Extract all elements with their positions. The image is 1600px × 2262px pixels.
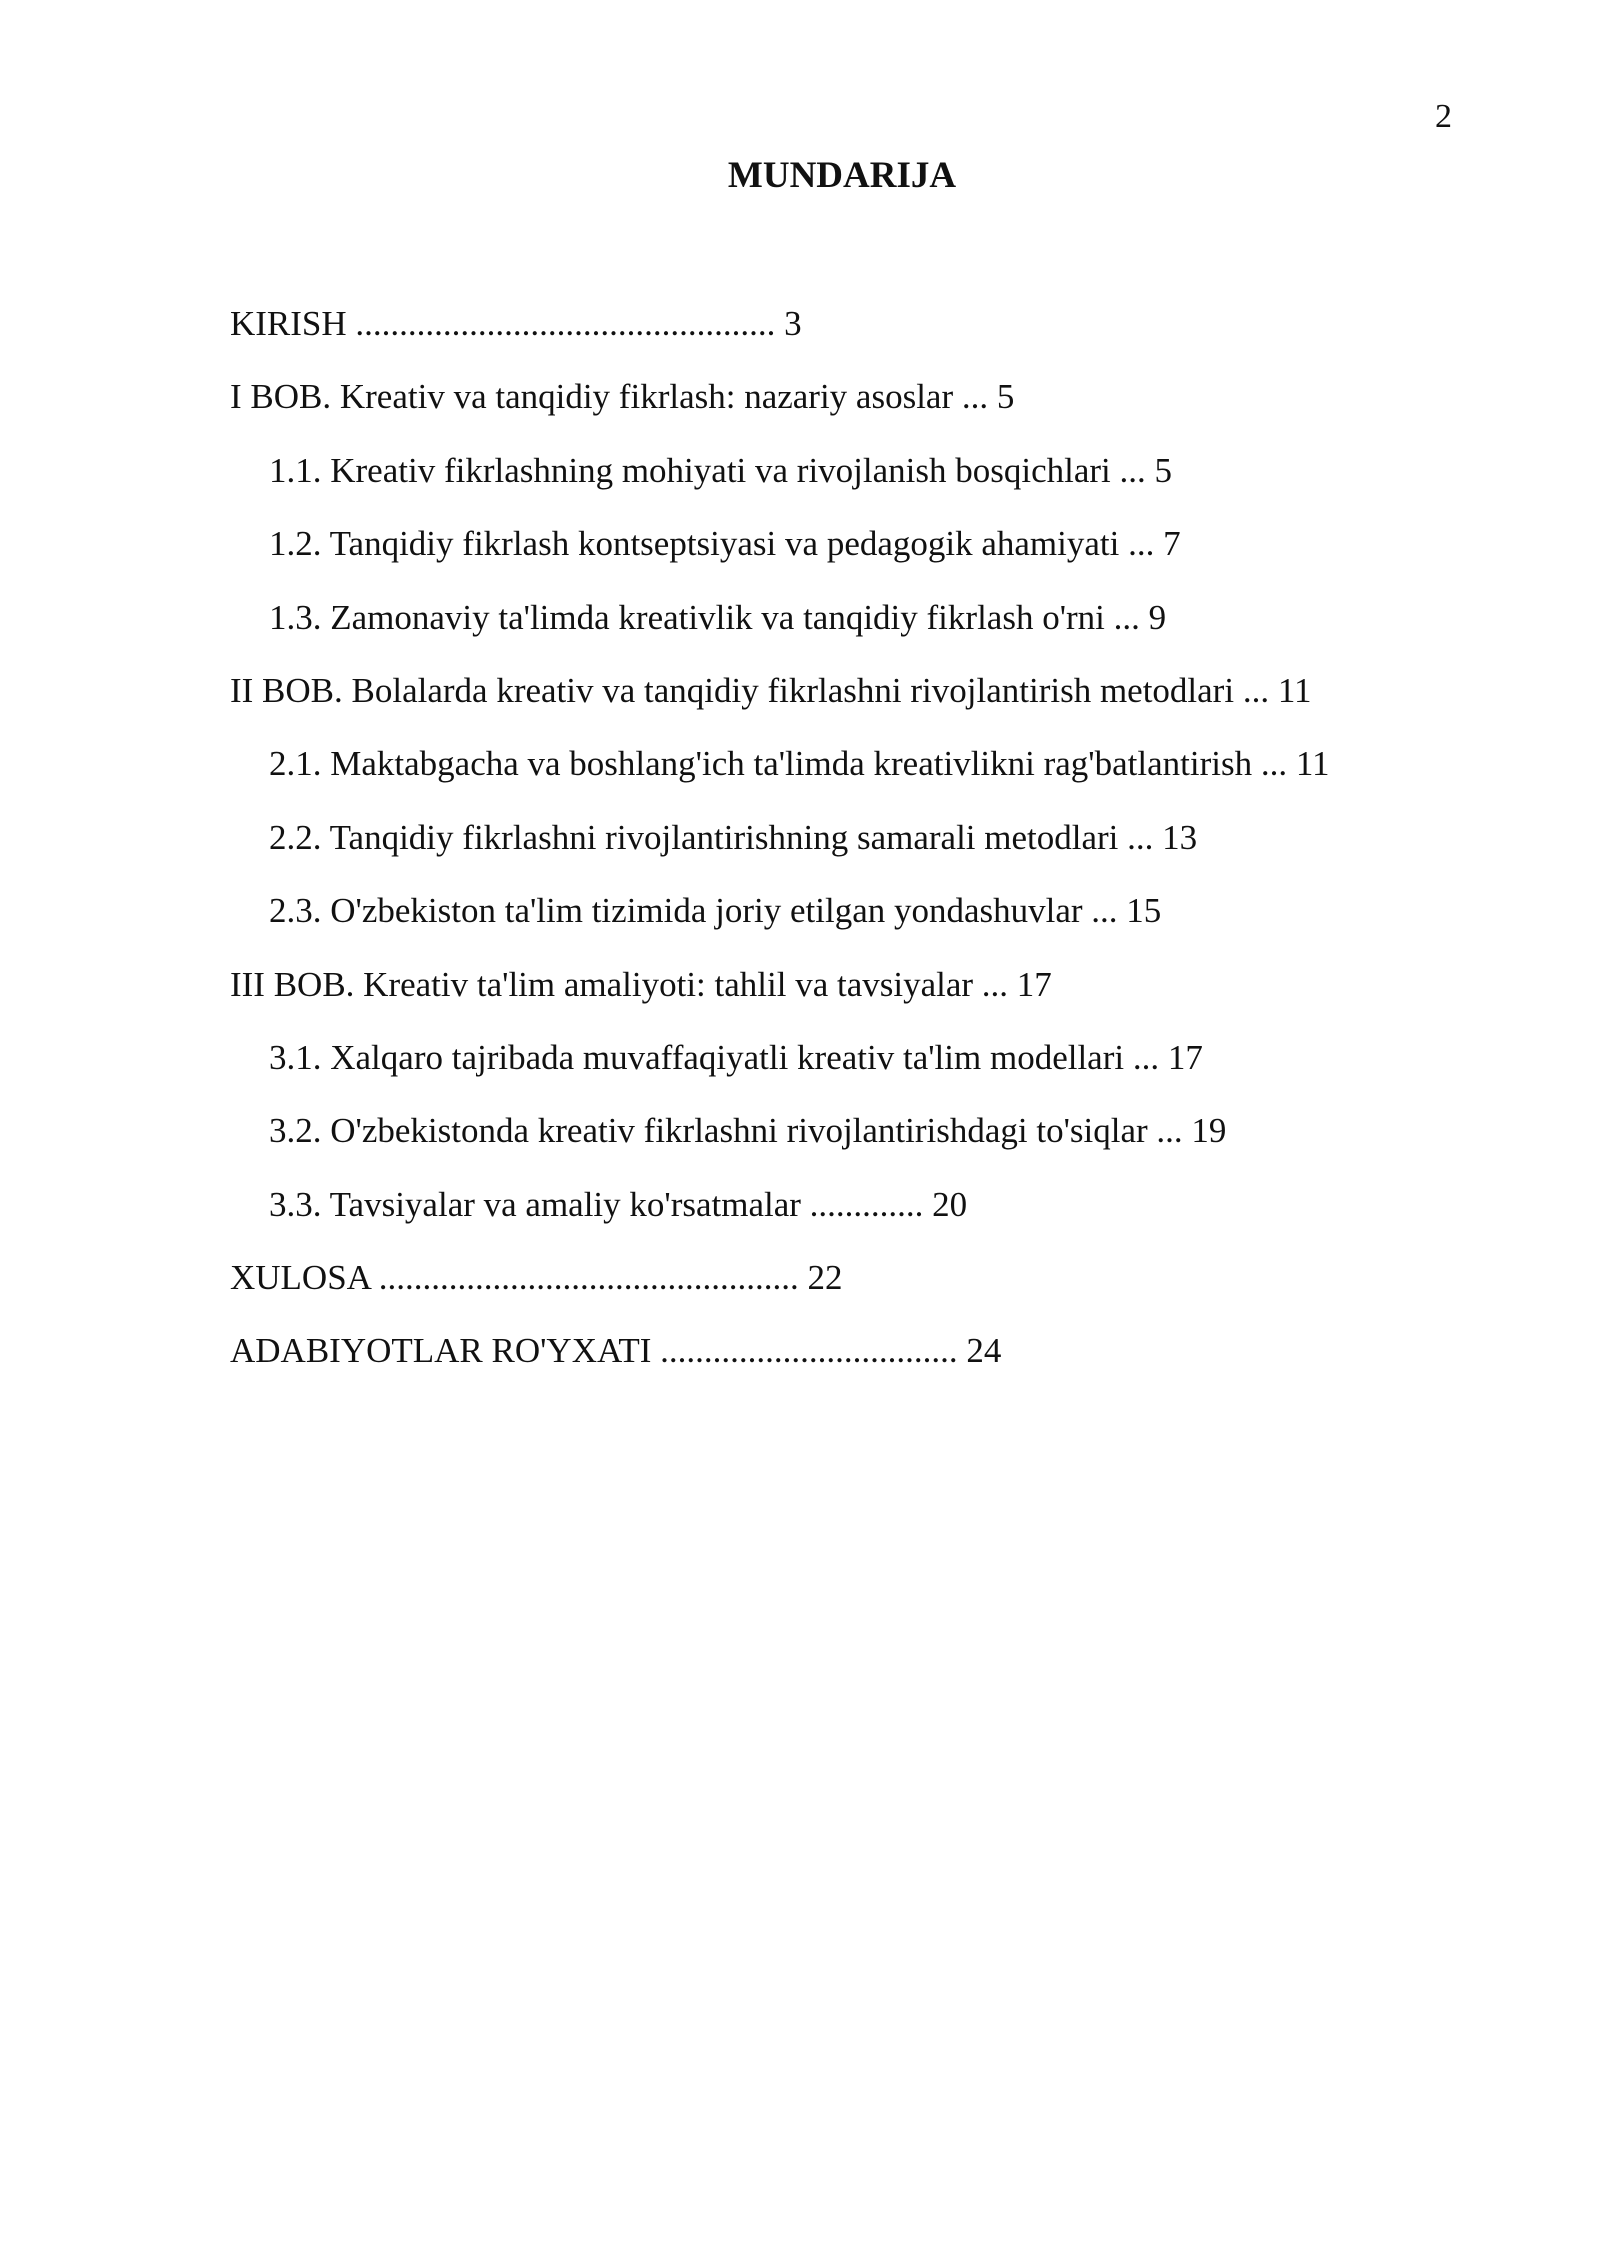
toc-entry[interactable]: XULOSA ................................................ 22	[230, 1258, 843, 1298]
toc-entry[interactable]: 1.1. Kreativ fikrlashning mohiyati va rivojlanish bosqichlari ... 5	[269, 450, 1173, 490]
toc-entry[interactable]: 2.2. Tanqidiy fikrlashni rivojlantirishning samarali metodlari ... 13	[269, 817, 1198, 857]
toc-entry[interactable]: 2.3. O'zbekiston ta'lim tizimida joriy etilgan yondashuvlar ... 15	[269, 891, 1162, 931]
page-title: MUNDARIJA	[727, 155, 957, 196]
toc-entry[interactable]: 3.1. Xalqaro tajribada muvaffaqiyatli kreativ ta'lim modellari ... 17	[269, 1037, 1203, 1077]
toc-entry[interactable]: I BOB. Kreativ va tanqidiy fikrlash: nazariy asoslar ... 5	[230, 377, 1015, 417]
toc-entry[interactable]: III BOB. Kreativ ta'lim amaliyoti: tahlil va tavsiyalar ... 17	[230, 964, 1052, 1004]
toc-entry[interactable]: 2.1. Maktabgacha va boshlang'ich ta'limda kreativlikni rag'batlantirish ... 11	[269, 744, 1330, 784]
toc-entry[interactable]: 1.3. Zamonaviy ta'limda kreativlik va tanqidiy fikrlash o'rni ... 9	[269, 597, 1167, 637]
toc-entry[interactable]: ADABIYOTLAR RO'YXATI .................................. 24	[230, 1331, 1002, 1371]
toc-entry[interactable]: 3.2. O'zbekistonda kreativ fikrlashni rivojlantirishdagi to'siqlar ... 19	[269, 1111, 1227, 1151]
toc-entry[interactable]: 1.2. Tanqidiy fikrlash kontseptsiyasi va pedagogik ahamiyati ... 7	[269, 524, 1181, 564]
toc-entry[interactable]: 3.3. Tavsiyalar va amaliy ko'rsatmalar ............. 20	[269, 1184, 968, 1224]
toc-entry[interactable]: KIRISH ................................................ 3	[230, 304, 802, 343]
table-of-contents	[230, 302, 1540, 1403]
page-number: 2	[1435, 98, 1452, 135]
toc-entry[interactable]: II BOB. Bolalarda kreativ va tanqidiy fikrlashni rivojlantirish metodlari ... 11	[230, 670, 1312, 710]
